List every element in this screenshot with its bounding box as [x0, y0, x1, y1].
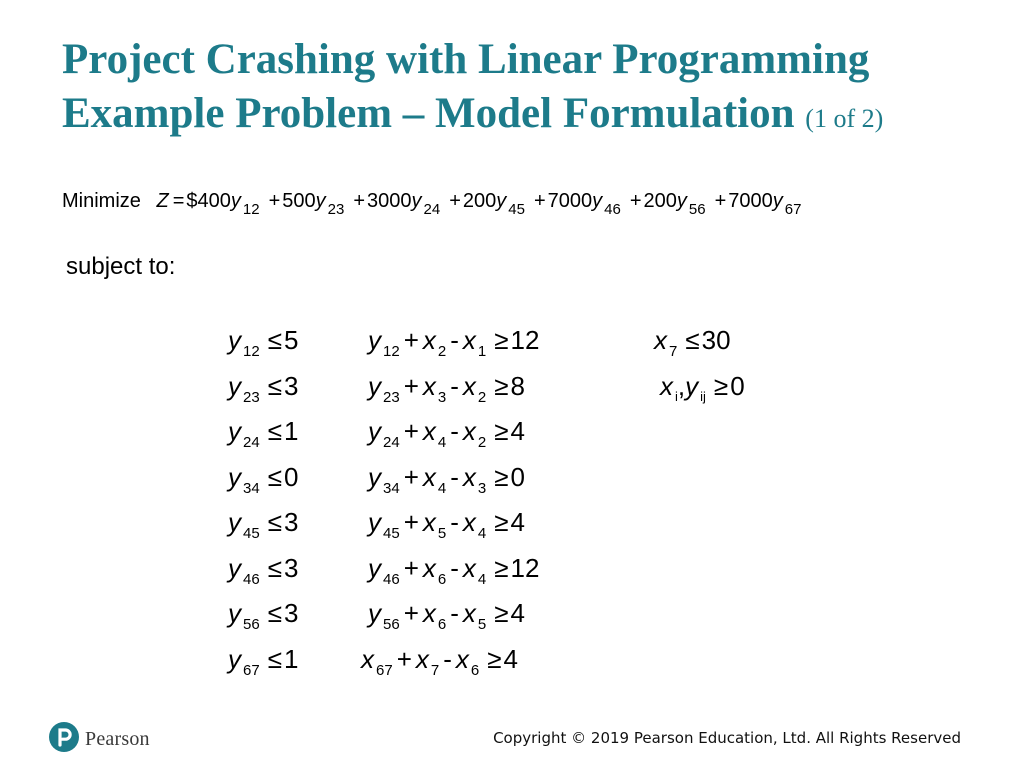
pearson-p-logo-icon: [49, 722, 79, 757]
constraint-variable: y: [368, 416, 381, 446]
constraint-variable: x: [462, 461, 476, 492]
term-variable: y: [676, 190, 687, 212]
constraint-subscript: 6: [437, 616, 447, 633]
objective-terms: [186, 190, 810, 218]
plus-sign: +: [714, 190, 727, 212]
constraint-row: [228, 416, 298, 451]
constraint-relation: ≥: [494, 325, 509, 355]
plus-sign: +: [403, 598, 419, 628]
title-line-2: Example Problem – Model Formulation: [62, 90, 795, 137]
constraint-variable: x: [415, 643, 429, 674]
term-subscript: 67: [784, 201, 802, 218]
constraint-subscript: 4: [437, 479, 447, 497]
objective-term: [282, 190, 345, 218]
constraint-subscript: i: [675, 388, 678, 404]
constraint-subscript: 67: [243, 661, 260, 679]
term-coefficient: 500: [282, 190, 316, 212]
constraint-variable: x: [422, 552, 436, 583]
constraint-row: [368, 462, 525, 497]
term-variable: y: [411, 190, 422, 212]
constraint-variable: x: [462, 598, 476, 628]
term-subscript: 56: [688, 201, 706, 218]
constraint-variable: x: [422, 507, 436, 537]
constraint-variable: x: [422, 370, 436, 401]
constraint-rhs: 4: [503, 643, 518, 674]
objective-term: [186, 190, 260, 218]
plus-sign: +: [403, 370, 419, 401]
constraint-relation: ≤: [267, 325, 282, 355]
constraint-rhs: 8: [510, 370, 525, 401]
minus-sign: -: [450, 461, 459, 492]
constraint-variable: x: [422, 416, 436, 446]
constraint-rhs: 4: [510, 416, 525, 446]
constraint-relation: ≥: [487, 643, 502, 674]
constraint-rhs: 12: [510, 552, 540, 583]
term-subscript: 45: [508, 201, 525, 218]
constraint-row: [660, 371, 745, 406]
constraint-subscript: 34: [383, 479, 400, 497]
constraint-subscript: 56: [383, 616, 400, 633]
copyright-notice: Copyright © 2019 Pearson Education, Ltd. All Rights Reserved: [493, 729, 961, 747]
constraint-rhs: 4: [510, 598, 525, 628]
constraint-subscript: 24: [243, 434, 260, 451]
constraint-subscript: ij: [700, 388, 706, 404]
subject-to-label: subject to:: [66, 253, 176, 280]
constraint-relation: ≤: [267, 643, 282, 674]
constraint-variable: y: [368, 461, 381, 492]
constraint-subscript: 3: [437, 388, 447, 406]
constraint-variable: y: [228, 370, 241, 401]
constraint-subscript: 7: [669, 343, 678, 360]
constraint-relation: ≤: [267, 370, 282, 401]
comma: ,: [677, 370, 686, 401]
constraint-rhs: 4: [510, 507, 525, 537]
constraint-subscript: 23: [243, 388, 260, 406]
plus-sign: +: [449, 190, 461, 212]
constraint-relation: ≤: [267, 552, 282, 583]
constraint-subscript: 2: [477, 434, 487, 451]
objective-term: [728, 190, 802, 218]
minus-sign: -: [450, 552, 459, 583]
constraint-row: [368, 598, 525, 633]
constraint-relation: ≥: [494, 416, 509, 446]
constraint-subscript: 45: [383, 525, 400, 542]
constraint-subscript: 67: [376, 661, 393, 679]
constraint-relation: ≥: [494, 552, 509, 583]
constraint-subscript: 5: [437, 525, 447, 542]
objective-term: [643, 190, 706, 218]
constraint-variable: x: [462, 325, 476, 355]
constraint-row: [368, 553, 539, 588]
objective-term: [462, 190, 525, 218]
constraint-relation: ≤: [267, 507, 282, 537]
plus-sign: +: [403, 416, 419, 446]
constraint-rhs: 3: [283, 370, 299, 401]
constraint-relation: ≥: [494, 370, 509, 401]
constraint-row: [228, 371, 298, 406]
plus-sign: +: [403, 325, 419, 355]
constraint-row: [228, 553, 298, 588]
plus-sign: +: [396, 643, 412, 674]
plus-sign: +: [353, 190, 365, 212]
constraint-variable: y: [685, 370, 699, 401]
constraint-variable: y: [228, 643, 241, 674]
minus-sign: -: [450, 325, 459, 355]
constraint-subscript: 5: [477, 616, 487, 633]
constraint-subscript: 12: [243, 343, 260, 360]
constraint-relation: ≤: [267, 461, 282, 492]
constraint-variable: x: [462, 552, 476, 583]
term-coefficient: 3000: [367, 190, 412, 212]
constraint-rhs: 3: [283, 507, 299, 537]
constraint-rhs: 12: [510, 325, 540, 355]
title-line-1: Project Crashing with Linear Programming: [62, 36, 870, 83]
constraint-subscript: 1: [477, 343, 487, 360]
pearson-logo: [49, 722, 150, 757]
constraint-subscript: 6: [470, 661, 480, 679]
constraint-subscript: 24: [383, 434, 400, 451]
constraint-variable: x: [660, 370, 673, 401]
term-coefficient: 7000: [547, 190, 593, 212]
constraint-row: [368, 325, 539, 360]
constraint-rhs: 5: [283, 325, 299, 355]
title-page-count: (1 of 2): [805, 104, 884, 133]
constraint-rhs: 0: [283, 461, 299, 492]
constraint-variable: y: [228, 416, 241, 446]
constraint-variable: x: [361, 643, 374, 674]
constraint-row: [228, 598, 298, 633]
constraint-subscript: 6: [437, 570, 447, 588]
constraint-rhs: 0: [730, 370, 745, 401]
constraint-relation: ≥: [494, 507, 509, 537]
constraint-relation: ≥: [713, 370, 729, 401]
constraint-row: [228, 507, 298, 542]
constraint-variable: x: [422, 325, 436, 355]
constraint-subscript: 34: [243, 479, 260, 497]
plus-sign: +: [629, 190, 642, 212]
constraint-subscript: 45: [243, 525, 260, 542]
constraint-variable: y: [228, 325, 241, 355]
constraint-subscript: 46: [243, 570, 260, 588]
term-coefficient: 200: [643, 190, 677, 212]
constraint-variable: y: [228, 461, 241, 492]
term-coefficient: 7000: [728, 190, 773, 212]
constraint-variable: y: [228, 552, 241, 583]
constraint-rhs: 0: [510, 461, 525, 492]
term-variable: y: [592, 190, 603, 212]
page-title: [62, 33, 883, 146]
constraint-rhs: 30: [701, 325, 731, 355]
constraint-variable: y: [228, 507, 241, 537]
constraint-subscript: 4: [477, 525, 487, 542]
constraint-variable: y: [368, 552, 381, 583]
constraint-relation: ≤: [267, 598, 282, 628]
minus-sign: -: [450, 507, 459, 537]
minus-sign: -: [450, 598, 459, 628]
constraint-variable: y: [368, 325, 381, 355]
term-variable: y: [230, 190, 241, 212]
constraint-subscript: 23: [383, 388, 400, 406]
constraint-subscript: 3: [477, 479, 487, 497]
objective-term: [367, 190, 441, 218]
constraint-variable: y: [368, 507, 381, 537]
constraint-variable: x: [462, 416, 476, 446]
constraint-variable: y: [368, 370, 381, 401]
term-coefficient: $400: [186, 190, 231, 212]
constraint-row: [654, 325, 731, 360]
minus-sign: -: [450, 416, 459, 446]
constraint-row: [228, 462, 298, 497]
constraint-variable: y: [368, 598, 381, 628]
constraint-row: [368, 507, 525, 542]
constraint-subscript: 4: [437, 434, 447, 451]
term-coefficient: 200: [462, 190, 497, 212]
term-subscript: 12: [242, 201, 260, 218]
constraint-subscript: 12: [383, 343, 400, 360]
constraint-variable: x: [422, 598, 436, 628]
term-subscript: 46: [604, 201, 621, 218]
objective-variable: Z: [156, 190, 169, 212]
constraint-subscript: 7: [430, 661, 440, 679]
pearson-wordmark: Pearson: [85, 728, 150, 750]
plus-sign: +: [403, 552, 419, 583]
constraint-subscript: 2: [437, 343, 447, 360]
constraint-subscript: 4: [477, 570, 487, 588]
objective-function: [62, 190, 810, 218]
constraint-variable: x: [455, 643, 469, 674]
constraint-row: [368, 371, 525, 406]
minus-sign: -: [450, 370, 459, 401]
plus-sign: +: [533, 190, 546, 212]
constraint-row: [228, 644, 298, 679]
plus-sign: +: [403, 507, 419, 537]
constraint-variable: x: [462, 507, 476, 537]
objective-label: Minimize: [62, 190, 141, 212]
minus-sign: -: [443, 643, 452, 674]
term-variable: y: [496, 190, 507, 212]
term-variable: y: [772, 190, 783, 212]
term-variable: y: [315, 190, 326, 212]
constraint-variable: x: [654, 325, 667, 355]
objective-relation: =: [172, 190, 185, 212]
constraint-variable: y: [228, 598, 241, 628]
constraint-rhs: 3: [283, 598, 299, 628]
constraint-relation: ≤: [685, 325, 700, 355]
constraint-rhs: 1: [283, 416, 299, 446]
constraint-subscript: 2: [477, 388, 487, 406]
constraint-relation: ≤: [267, 416, 282, 446]
objective-term: [547, 190, 621, 218]
term-subscript: 23: [327, 201, 345, 218]
plus-sign: +: [403, 461, 419, 492]
plus-sign: +: [268, 190, 281, 212]
constraint-rhs: 3: [283, 552, 299, 583]
term-subscript: 24: [423, 201, 441, 218]
constraint-variable: x: [422, 461, 436, 492]
constraint-relation: ≥: [494, 598, 509, 628]
constraint-variable: x: [462, 370, 476, 401]
constraint-rhs: 1: [283, 643, 299, 674]
constraint-subscript: 56: [243, 616, 260, 633]
constraint-row: [368, 416, 525, 451]
constraint-row: [228, 325, 298, 360]
constraint-relation: ≥: [494, 461, 509, 492]
constraint-subscript: 46: [383, 570, 400, 588]
constraint-row: [361, 644, 518, 679]
